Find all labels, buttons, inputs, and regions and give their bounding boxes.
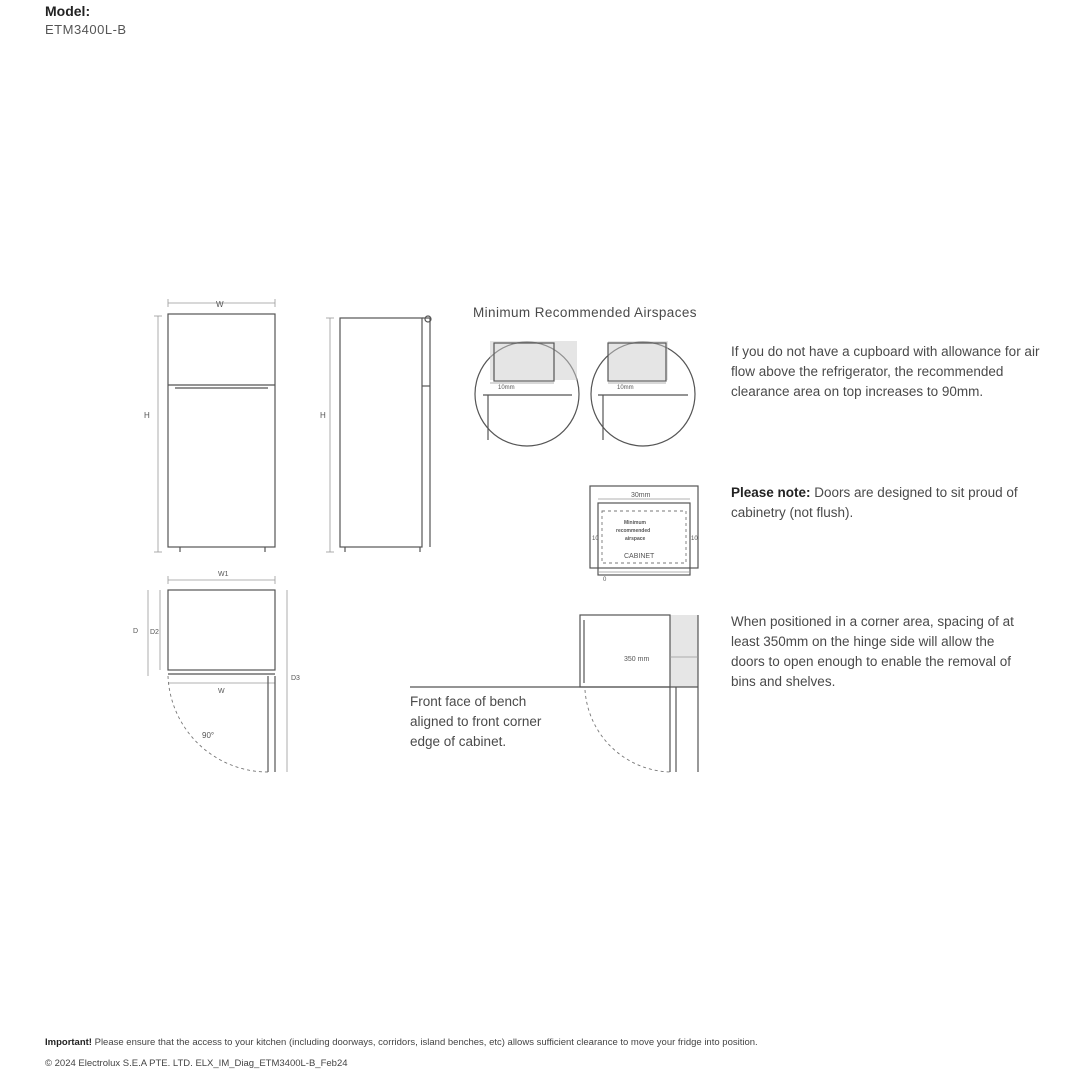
bench-note: Front face of bench aligned to front corner edge of cabinet.	[410, 694, 542, 749]
airspace-label-left: 10mm	[498, 385, 515, 391]
please-note	[731, 483, 1021, 523]
side-height-label: H	[320, 411, 326, 420]
front-width-label: W	[216, 300, 224, 309]
top-clearance-note: If you do not have a cupboard with allowance for air flow above the refrigerator, the recommended clearance area on top increases to 90mm.	[731, 344, 1040, 399]
corner-note: When positioned in a corner area, spacing of at least 350mm on the hinge side will allow the doors to open enough to enable the removal of bins and shelves.	[731, 614, 1014, 689]
cabinet-airspace-diagram	[590, 486, 698, 583]
top-depth-inner-label: D2	[150, 629, 159, 636]
front-height-label: H	[144, 411, 150, 420]
please-note-text: Doors are designed to sit proud of cabinetry (not flush).	[731, 485, 1018, 520]
important-label: Important!	[45, 1037, 92, 1048]
side-view-fridge	[320, 316, 431, 552]
important-notice	[45, 1037, 758, 1048]
model-label: Model:	[45, 3, 91, 19]
airspace-detail-right	[591, 341, 695, 446]
corner-dimension-label: 350 mm	[624, 656, 650, 663]
important-text: Please ensure that the access to your kitchen (including doorways, corridors, island benches, etc) allows sufficient clearance to move your fridge into position.	[91, 1037, 758, 1048]
cabinet-center-text-2: recommended	[616, 528, 651, 534]
top-width-label: W1	[218, 571, 229, 578]
airspaces-title: Minimum Recommended Airspaces	[473, 305, 697, 320]
please-note-label: Please note:	[731, 485, 811, 500]
top-width-bottom-label: W	[218, 688, 225, 695]
airspace-detail-left	[475, 341, 579, 446]
copyright: © 2024 Electrolux S.E.A PTE. LTD. ELX_IM_Diag_ETM3400L-B_Feb24	[45, 1058, 348, 1069]
top-view-door-swing	[133, 571, 300, 772]
cabinet-side-left: 10	[592, 536, 599, 542]
cabinet-top-gap: 30mm	[631, 492, 651, 499]
cabinet-center-text-3: airspace	[625, 536, 646, 542]
top-depth-label: D	[133, 628, 139, 635]
airspace-label-right: 10mm	[617, 385, 634, 391]
door-angle-label: 90°	[202, 731, 215, 740]
model-number: ETM3400L-B	[45, 22, 127, 37]
cabinet-center-text-1: Minimum	[624, 520, 646, 526]
cabinet-label: CABINET	[624, 553, 655, 560]
cabinet-bottom-mark: 0	[603, 577, 607, 583]
front-view-fridge	[144, 299, 275, 552]
cabinet-side-right: 10	[691, 536, 698, 542]
door-depth-label: D3	[291, 675, 300, 682]
